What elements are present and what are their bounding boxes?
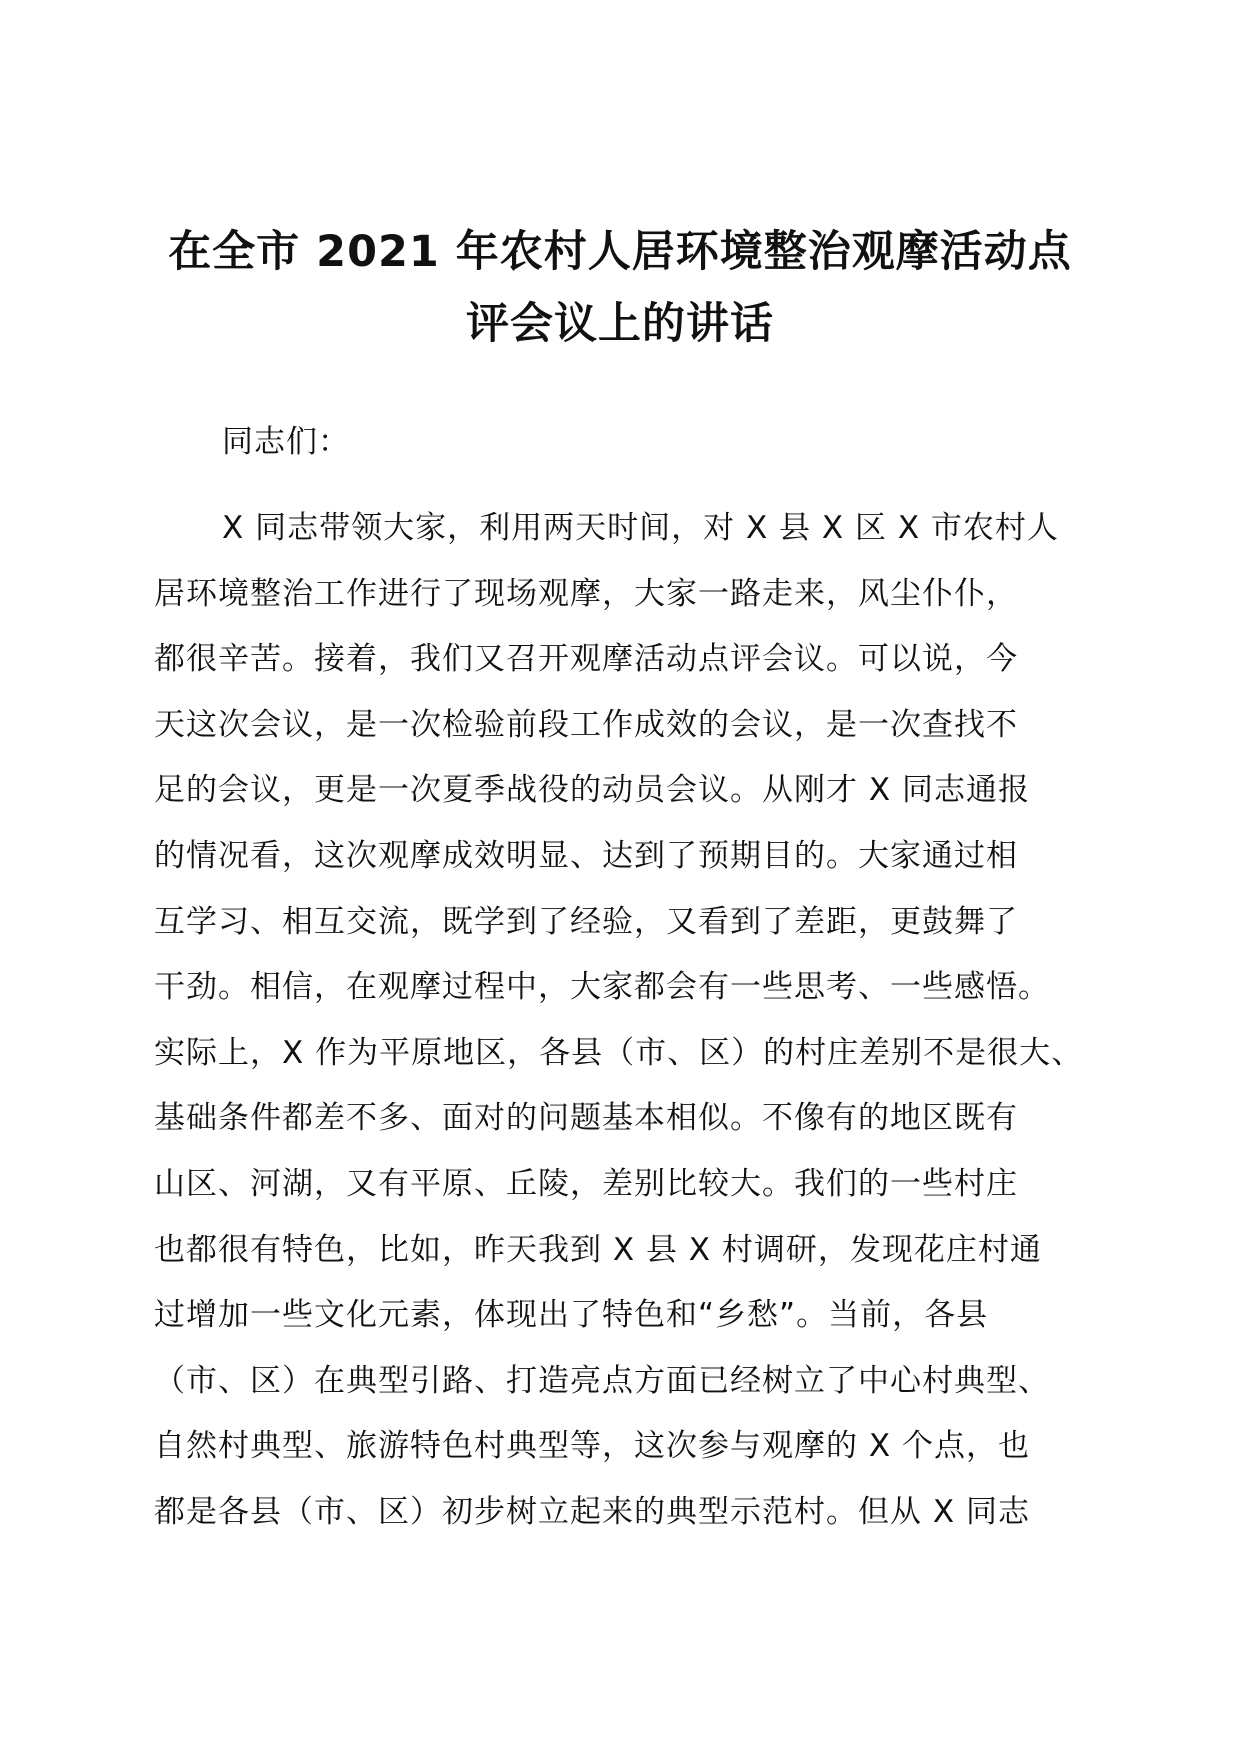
body-paragraph <box>154 496 1104 1546</box>
paragraph-line: 都很辛苦。接着，我们又召开观摩活动点评会议。可以说，今 <box>154 641 1018 678</box>
paragraph-line: 互学习、相互交流，既学到了经验，又看到了差距，更鼓舞了 <box>154 903 1018 940</box>
paragraph-line: 实际上，X 作为平原地区，各县（市、区）的村庄差别不是很大、 <box>154 1034 1084 1071</box>
paragraph-line: 的情况看，这次观摩成效明显、达到了预期目的。大家通过相 <box>154 837 1018 874</box>
paragraph-line: 基础条件都差不多、面对的问题基本相似。不像有的地区既有 <box>154 1100 1018 1137</box>
document-title <box>140 216 1100 360</box>
title-line-1: 在全市 2021 年农村人居环境整治观摩活动点 <box>168 227 1072 277</box>
title-line-2: 评会议上的讲话 <box>466 299 774 349</box>
paragraph-line: 过增加一些文化元素，体现出了特色和“乡愁”。当前，各县 <box>154 1297 989 1334</box>
paragraph-line: X 同志带领大家，利用两天时间，对 X 县 X 区 X 市农村人 <box>222 510 1059 546</box>
paragraph-line: 都是各县（市、区）初步树立起来的典型示范村。但从 X 同志 <box>154 1493 1030 1530</box>
paragraph-line: 山区、河湖，又有平原、丘陵，差别比较大。我们的一些村庄 <box>154 1165 1018 1202</box>
paragraph-line: 居环境整治工作进行了现场观摩，大家一路走来，风尘仆仆， <box>154 575 1018 612</box>
paragraph-line: 也都很有特色，比如，昨天我到 X 县 X 村调研，发现花庄村通 <box>154 1231 1042 1268</box>
paragraph-line: （市、区）在典型引路、打造亮点方面已经树立了中心村典型、 <box>154 1362 1050 1399</box>
paragraph-line: 干劲。相信，在观摩过程中，大家都会有一些思考、一些感悟。 <box>154 969 1050 1006</box>
paragraph-line: 天这次会议，是一次检验前段工作成效的会议，是一次查找不 <box>154 706 1018 743</box>
paragraph-line: 自然村典型、旅游特色村典型等，这次参与观摩的 X 个点，也 <box>154 1428 1030 1465</box>
paragraph-line: 足的会议，更是一次夏季战役的动员会议。从刚才 X 同志通报 <box>154 772 1030 809</box>
greeting: 同志们： <box>222 424 350 460</box>
